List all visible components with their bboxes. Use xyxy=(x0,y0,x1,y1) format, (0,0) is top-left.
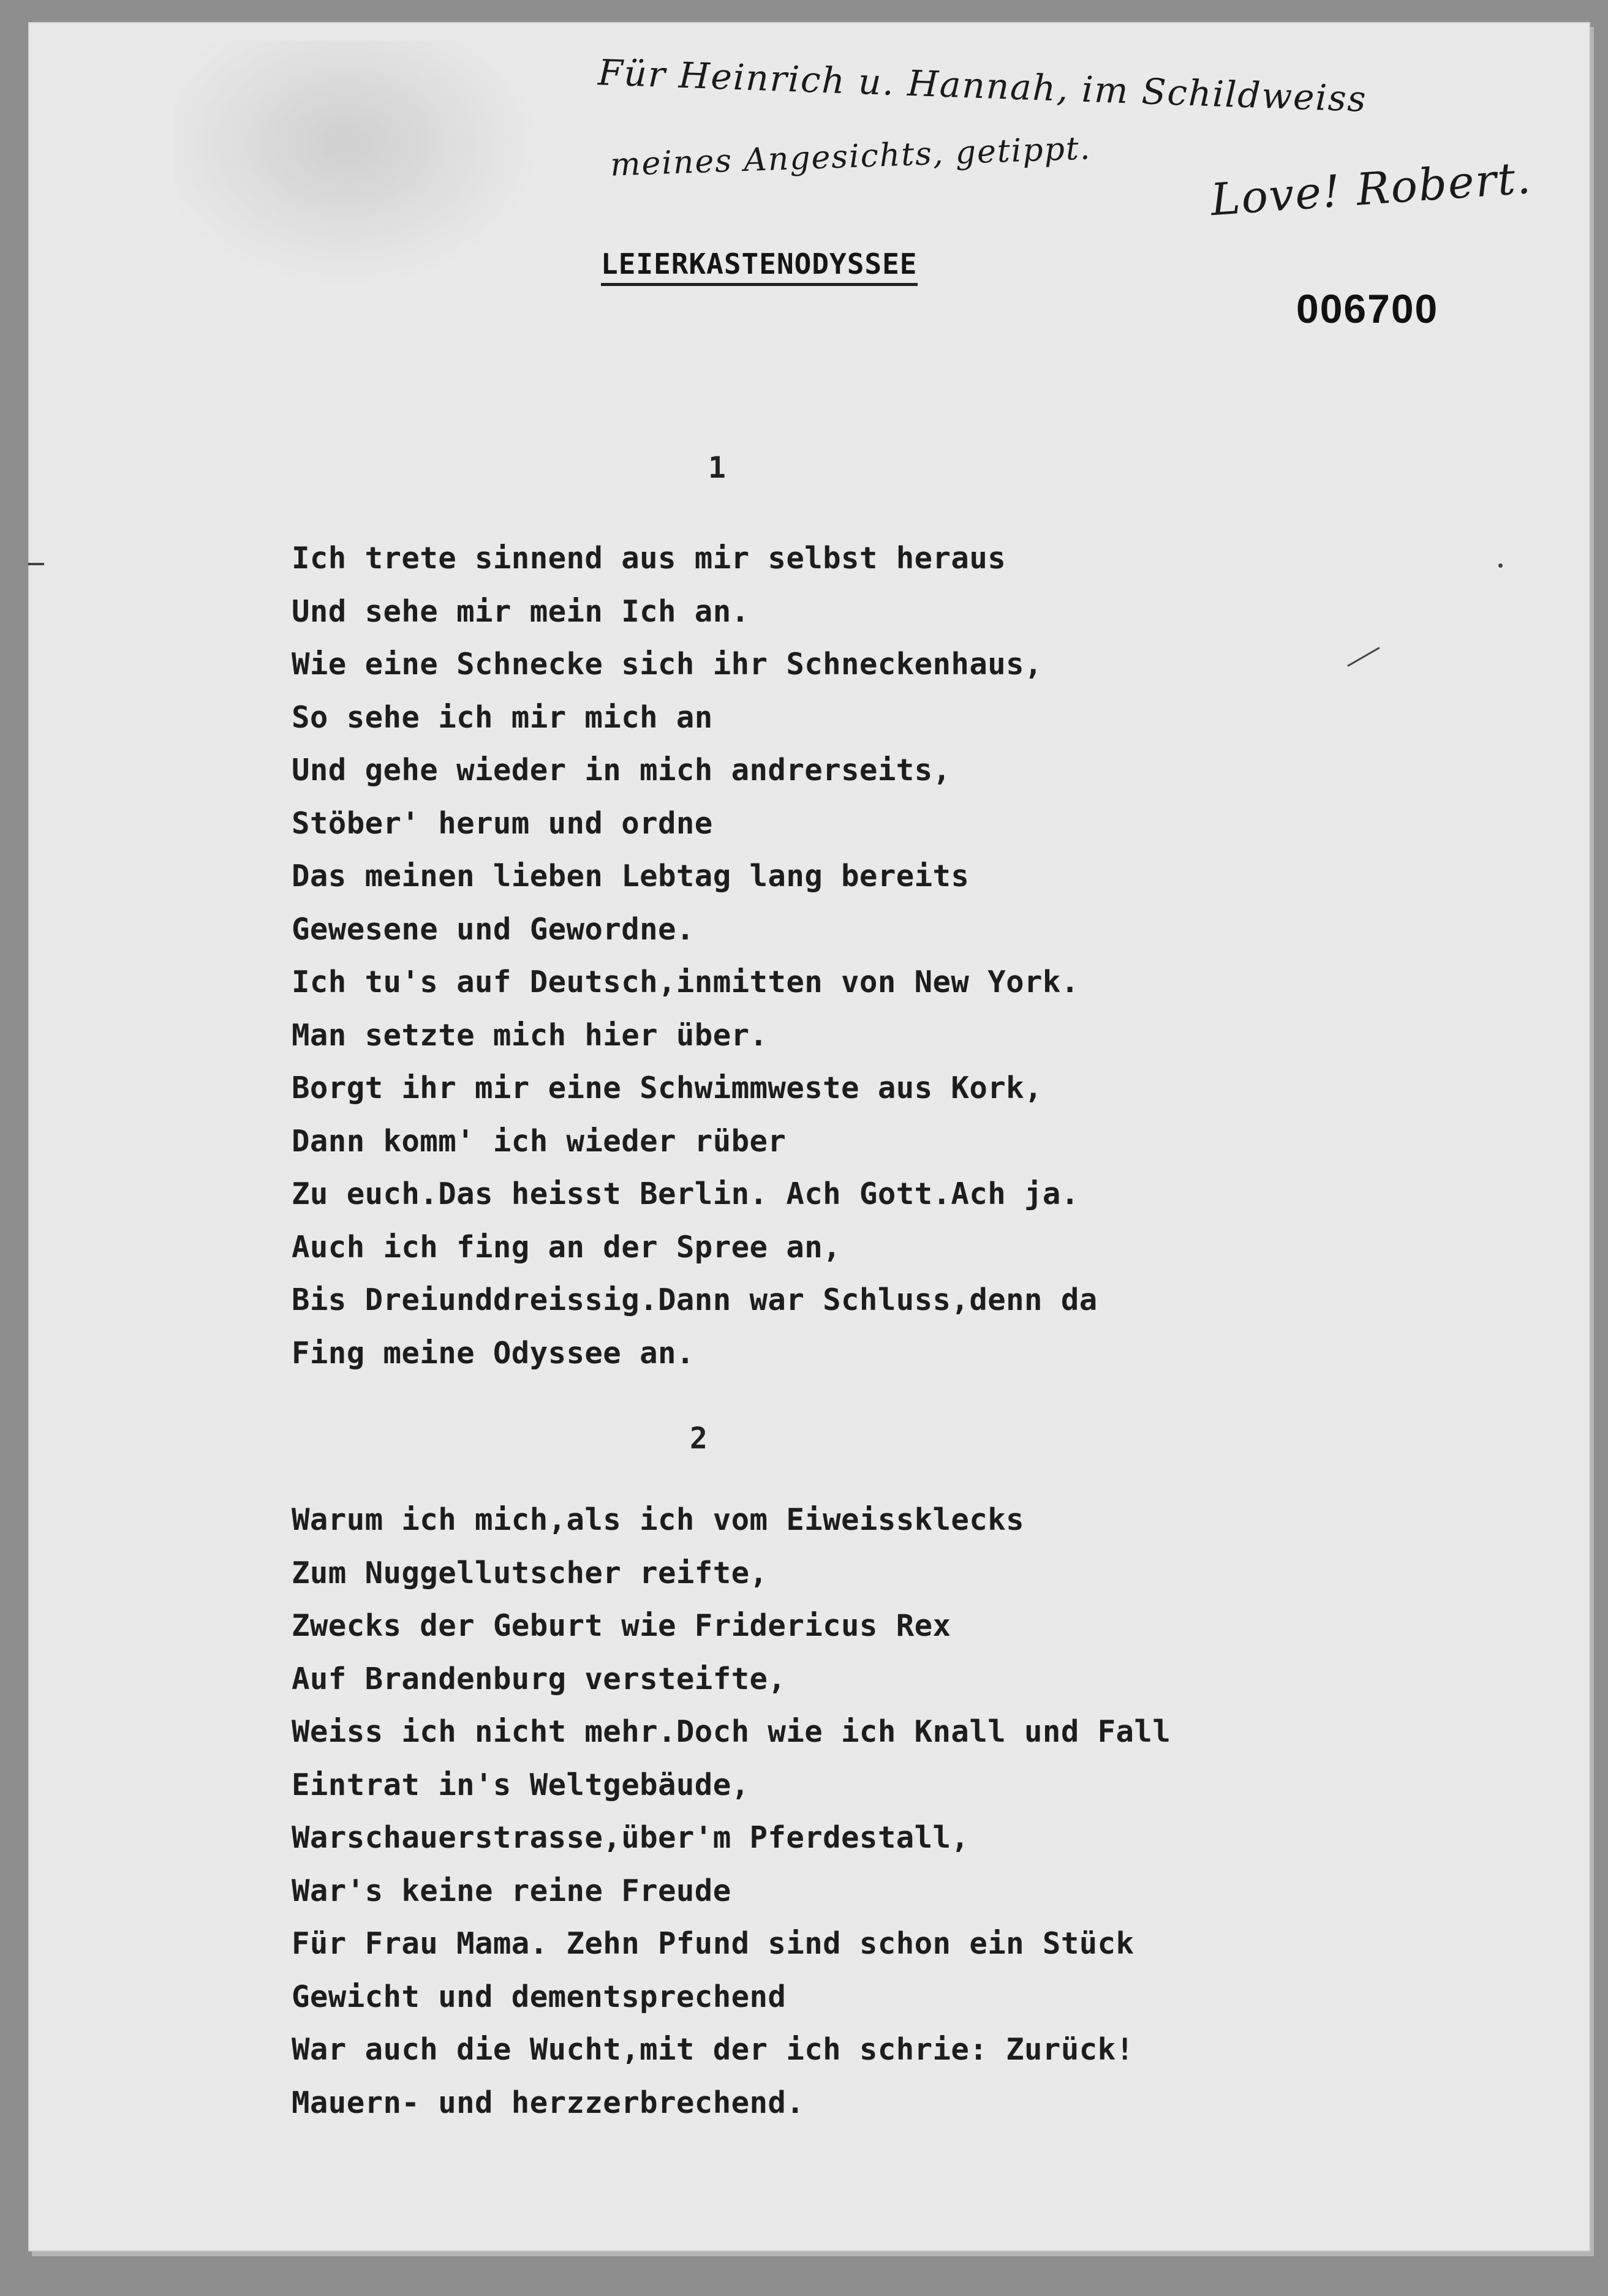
stanza-2 xyxy=(292,1494,1171,2129)
verse-line: Auf Brandenburg versteifte, xyxy=(292,1661,787,1696)
stanza-number: 2 xyxy=(690,1421,708,1456)
verse-line: Wie eine Schnecke sich ihr Schneckenhaus, xyxy=(292,647,1043,682)
verse-line: Gewesene und Gewordne. xyxy=(292,911,695,947)
handwritten-dedication-line-2: meines Angesichts, getippt. xyxy=(610,130,1092,184)
verse-line: Fing meine Odyssee an. xyxy=(292,1335,695,1371)
verse-line: Auch ich fing an der Spree an, xyxy=(292,1229,842,1265)
verse-line: Gewicht und dementsprechend xyxy=(292,1979,787,2014)
verse-line: Für Frau Mama. Zehn Pfund sind schon ein Stück xyxy=(292,1926,1134,1961)
verse-line: Man setzte mich hier über. xyxy=(292,1017,768,1053)
verse-line: Bis Dreiunddreissig.Dann war Schluss,denn da xyxy=(292,1282,1098,1317)
verse-line: Zwecks der Geburt wie Fridericus Rex xyxy=(292,1608,951,1643)
verse-line: Ich trete sinnend aus mir selbst heraus xyxy=(292,541,1006,576)
verse-line: Zu euch.Das heisst Berlin. Ach Gott.Ach ja. xyxy=(292,1176,1079,1211)
paper-smudge xyxy=(175,40,555,298)
verse-line: War auch die Wucht,mit der ich schrie: Zurück! xyxy=(292,2032,1134,2067)
ink-dot-mark xyxy=(1498,563,1503,568)
verse-line: Eintrat in's Weltgebäude, xyxy=(292,1767,750,1802)
poem-title: LEIERKASTENODYSSEE xyxy=(601,247,918,286)
verse-line: Das meinen lieben Lebtag lang bereits xyxy=(292,859,970,894)
verse-line: Mauern- und herzzerbrechend. xyxy=(292,2085,805,2120)
verse-line: So sehe ich mir mich an xyxy=(292,699,713,735)
margin-dash-mark xyxy=(28,563,44,565)
verse-line: Dann komm' ich wieder rüber xyxy=(292,1123,787,1159)
verse-line: Und sehe mir mein Ich an. xyxy=(292,593,750,629)
verse-line: Und gehe wieder in mich andrerseits, xyxy=(292,753,951,788)
handwritten-dedication-line-1: Für Heinrich u. Hannah, im Schildweiss xyxy=(597,51,1368,120)
verse-line: Borgt ihr mir eine Schwimmweste aus Kork, xyxy=(292,1071,1043,1105)
handwritten-signature: Love! Robert. xyxy=(1209,151,1534,226)
verse-line: Ich tu's auf Deutsch,inmitten von New York. xyxy=(292,965,1079,999)
verse-line: Weiss ich nicht mehr.Doch wie ich Knall und Fall xyxy=(292,1714,1171,1749)
verse-line: Warschauerstrasse,über'm Pferdestall, xyxy=(292,1820,970,1855)
stanza-1 xyxy=(292,532,1098,1380)
archive-stamp-number: 006700 xyxy=(1296,286,1439,331)
verse-line: Zum Nuggellutscher reifte, xyxy=(292,1555,768,1590)
verse-line: Warum ich mich,als ich vom Eiweissklecks xyxy=(292,1502,1025,1537)
verse-line: War's keine reine Freude xyxy=(292,1873,731,1908)
pencil-tick-mark xyxy=(1347,647,1380,667)
typescript-page xyxy=(28,22,1590,2251)
stanza-number: 1 xyxy=(708,451,726,485)
verse-line: Stöber' herum und ordne xyxy=(292,805,713,841)
